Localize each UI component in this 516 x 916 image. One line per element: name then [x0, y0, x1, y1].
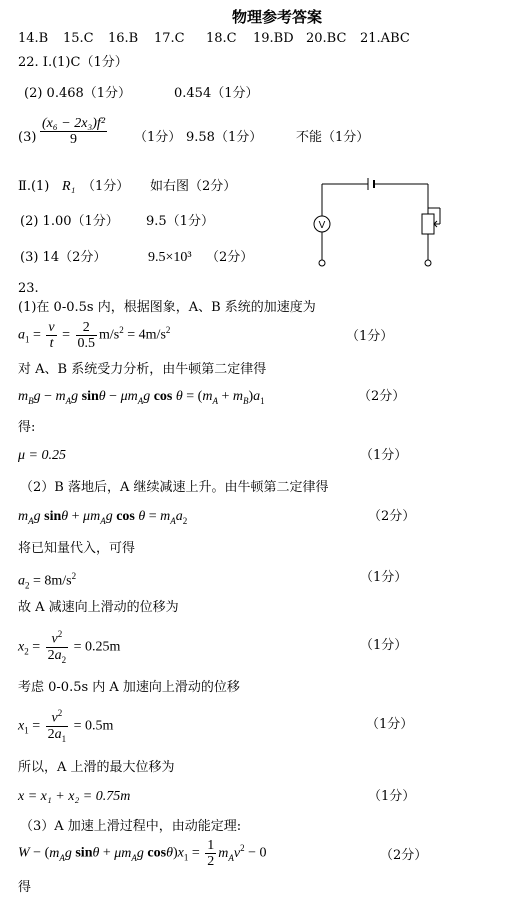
mc-answer: 16.B	[108, 31, 139, 46]
q23-eq8: x = x₁ + x₂ = 0.75m	[18, 789, 131, 804]
q23-l2: 对 A、B 系统受力分析，由牛顿第二定律得	[18, 362, 267, 377]
q23-eq2: $m_Bg - m_Ag$ $\sin\theta - \mu m_Ag$ $\cos \theta = (m_A + m_B)a_1$	[18, 389, 265, 406]
q23-s8: （1分）	[368, 789, 416, 804]
q23-eq6: $x_2$ = $\frac{v^2}{2a_2}$ = 0.25m	[18, 629, 121, 665]
q23-l8: 所以，A 上滑的最大位移为	[18, 760, 175, 775]
q22-p3score: （1分）	[134, 130, 182, 145]
q23-s2: （2分）	[358, 389, 406, 404]
q22-p3val: 9.58（1分）	[186, 130, 263, 145]
q23-s3: （1分）	[360, 448, 408, 463]
q22-ii-2b: 9.5（1分）	[146, 214, 214, 229]
mc-answer: 21.ABC	[360, 31, 410, 46]
q23-eq5: $a_2 = 8m/s^2$	[18, 571, 77, 591]
q22-head: 22. Ⅰ.	[18, 55, 53, 70]
q23-s6: （1分）	[360, 638, 408, 653]
q23-head: 23.	[18, 281, 39, 296]
q22-ii-head: Ⅱ.(1)	[18, 179, 50, 194]
q22-ii-3b-score: （2分）	[206, 250, 254, 265]
mc-answer: 19.BD	[253, 31, 294, 46]
q22-p2b: 0.454（1分）	[174, 86, 259, 101]
q22-ii-2: (2) 1.00（1分）	[20, 214, 119, 229]
q22-line1	[18, 55, 128, 71]
q23-l7: 考虑 0-0.5s 内 A 加速向上滑动的位移	[18, 680, 240, 695]
q23-l10: 得	[18, 880, 32, 895]
fraction-numerator: (x₆ − 2x₃)f²	[42, 116, 106, 131]
q22-ii-r: R₁	[62, 179, 76, 194]
q22-ii-r-score: （1分）	[82, 179, 130, 194]
q22-p2a: (2) 0.468（1分）	[24, 86, 132, 101]
q23-eq3: μ = 0.25	[18, 448, 66, 463]
q22-p3-fraction	[38, 116, 109, 147]
rheostat	[422, 214, 434, 234]
q22-p3no: 不能（1分）	[296, 130, 370, 145]
q22-ii-3b: 9.5×10³	[148, 250, 192, 265]
q23-l5: 将已知量代入，可得	[18, 541, 136, 556]
terminal-right	[425, 260, 431, 266]
q22-p1: (1)C（1分）	[52, 55, 128, 70]
q23-s4: （2分）	[368, 509, 416, 524]
mc-answer: 14.B	[18, 31, 49, 46]
terminal-left	[319, 260, 325, 266]
q22-ii-fig: 如右图（2分）	[150, 179, 237, 194]
q22-p3label: (3)	[18, 130, 37, 145]
q23-s9: （2分）	[380, 848, 428, 863]
q22-ii-3: (3) 14（2分）	[20, 250, 107, 265]
mc-answer: 18.C	[206, 31, 237, 46]
page-title: 物理参考答案	[232, 8, 323, 26]
q23-l3: 得:	[18, 420, 36, 435]
q23-l9: （3）A 加速上滑过程中，由动能定理:	[20, 819, 242, 834]
q23-eq9: $W - (m_Ag$ $\sin\theta + \mu m_Ag$ $\cos\theta)x_1$ = $\frac{1}{2}$ $m_Av^2 - 0$	[18, 838, 267, 869]
q23-eq1: $a_1$ = $\frac{v}{t}$ = $\frac{2}{0.5}$ $m/s^2 = 4m/s^2$	[18, 320, 171, 351]
q23-eq4: $m_Ag$ $\sin\theta + \mu m_Ag$ $\cos \theta = m_Aa_2$	[18, 509, 188, 526]
q23-s5: （1分）	[360, 570, 408, 585]
circuit-diagram	[308, 172, 448, 272]
q23-l4: （2）B 落地后，A 继续减速上升。由牛顿第二定律得	[20, 480, 329, 495]
mc-answer: 15.C	[63, 31, 94, 46]
mc-answer: 20.BC	[306, 31, 347, 46]
q23-s7: （1分）	[366, 717, 414, 732]
fraction-denominator: 9	[70, 132, 78, 147]
q23-eq7: $x_1$ = $\frac{v^2}{2a_1}$ = 0.5m	[18, 708, 114, 744]
q23-l1: (1)在 0-0.5s 内，根据图象，A、B 系统的加速度为	[18, 300, 316, 315]
q23-l6: 故 A 减速向上滑动的位移为	[18, 600, 179, 615]
voltmeter-label: V	[318, 220, 326, 231]
mc-answer: 17.C	[154, 31, 185, 46]
q23-s1: （1分）	[346, 329, 394, 344]
